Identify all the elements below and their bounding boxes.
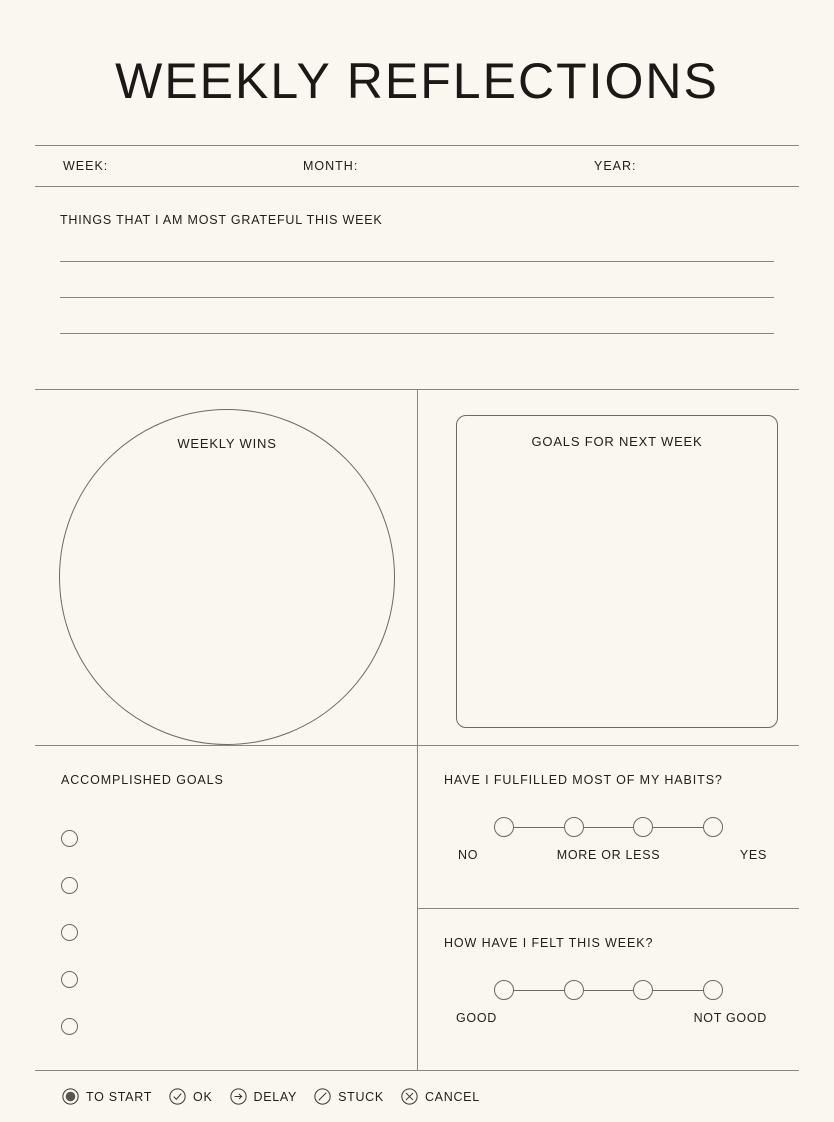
checkbox-circle-icon[interactable] — [61, 924, 78, 941]
scale-option-dot[interactable] — [564, 980, 584, 1000]
gratitude-lines — [60, 261, 774, 369]
legend-label: CANCEL — [424, 1089, 480, 1104]
habits-scale-labels — [444, 848, 773, 862]
x-circle-icon — [401, 1088, 418, 1105]
scale-option-dot[interactable] — [633, 817, 653, 837]
scale-option-dot[interactable] — [494, 817, 514, 837]
scale-option-dot[interactable] — [703, 817, 723, 837]
month-field[interactable] — [268, 159, 508, 173]
right-questions-column — [418, 746, 799, 1070]
week-field[interactable] — [35, 159, 268, 173]
accomplished-goals-label: ACCOMPLISHED GOALS — [61, 773, 224, 787]
legend-item-ok[interactable] — [169, 1088, 212, 1105]
feelings-scale-dots — [474, 980, 743, 1000]
month-label: MONTH: — [303, 159, 359, 173]
scale-option-dot[interactable] — [494, 980, 514, 1000]
legend-item-stuck[interactable] — [314, 1088, 384, 1105]
weekly-wins-label: WEEKLY WINS — [177, 436, 277, 451]
page-title: WEEKLY REFLECTIONS — [115, 52, 719, 109]
feelings-option-good: GOOD — [456, 1011, 497, 1025]
feelings-scale-labels — [444, 1011, 773, 1025]
habits-question: HAVE I FULFILLED MOST OF MY HABITS? — [444, 773, 723, 787]
legend-item-delay[interactable] — [230, 1088, 298, 1105]
slash-circle-icon — [314, 1088, 331, 1105]
habits-option-yes: YES — [739, 848, 767, 862]
weekly-reflections-page — [0, 34, 834, 1114]
legend-label: TO START — [86, 1089, 153, 1104]
habits-option-more-or-less: MORE OR LESS — [556, 848, 661, 862]
legend-label: OK — [193, 1089, 213, 1104]
accomplished-goals-list — [61, 815, 417, 1050]
goals-box-wrap[interactable] — [456, 415, 778, 728]
goals-next-week-panel — [418, 390, 799, 745]
habits-section — [418, 746, 799, 909]
list-item[interactable] — [61, 956, 417, 1003]
feelings-section — [418, 909, 799, 1070]
habits-scale[interactable] — [444, 817, 773, 839]
weekly-wins-circle-wrap[interactable] — [59, 409, 395, 745]
checkbox-circle-icon[interactable] — [61, 971, 78, 988]
scale-option-dot[interactable] — [703, 980, 723, 1000]
goals-next-week-box[interactable] — [456, 415, 778, 728]
scale-option-dot[interactable] — [564, 817, 584, 837]
gratitude-section — [35, 187, 799, 389]
checkbox-circle-icon[interactable] — [61, 877, 78, 894]
list-item[interactable] — [61, 815, 417, 862]
lower-grid — [35, 745, 799, 1070]
year-field[interactable] — [508, 159, 799, 173]
accomplished-goals-panel — [35, 746, 418, 1070]
list-item[interactable] — [61, 862, 417, 909]
gratitude-write-line[interactable] — [60, 297, 774, 333]
weekly-wins-panel — [35, 390, 418, 745]
list-item[interactable] — [61, 1003, 417, 1050]
feelings-question: HOW HAVE I FELT THIS WEEK? — [444, 936, 654, 950]
year-label: YEAR: — [594, 159, 637, 173]
habits-scale-dots — [474, 817, 743, 837]
arrow-right-circle-icon — [230, 1088, 247, 1105]
legend-label: DELAY — [253, 1089, 298, 1104]
checkbox-circle-icon[interactable] — [61, 1018, 78, 1035]
goals-next-week-label: GOALS FOR NEXT WEEK — [531, 434, 703, 449]
gratitude-write-line[interactable] — [60, 333, 774, 369]
legend-bar — [35, 1070, 799, 1122]
gratitude-heading: THINGS THAT I AM MOST GRATEFUL THIS WEEK — [60, 213, 383, 227]
feelings-scale[interactable] — [444, 980, 773, 1002]
scale-option-dot[interactable] — [633, 980, 653, 1000]
middle-grid — [35, 389, 799, 745]
habits-option-no: NO — [458, 848, 479, 862]
feelings-option-not-good: NOT GOOD — [693, 1011, 767, 1025]
meta-row — [35, 146, 799, 186]
week-label: WEEK: — [63, 159, 109, 173]
gratitude-write-line[interactable] — [60, 261, 774, 297]
legend-label: STUCK — [338, 1089, 384, 1104]
checkbox-circle-icon[interactable] — [61, 830, 78, 847]
filled-circle-icon — [62, 1088, 79, 1105]
legend-item-to-start[interactable] — [62, 1088, 152, 1105]
list-item[interactable] — [61, 909, 417, 956]
weekly-wins-circle[interactable] — [59, 409, 395, 745]
check-circle-icon — [169, 1088, 186, 1105]
legend-item-cancel[interactable] — [401, 1088, 480, 1105]
